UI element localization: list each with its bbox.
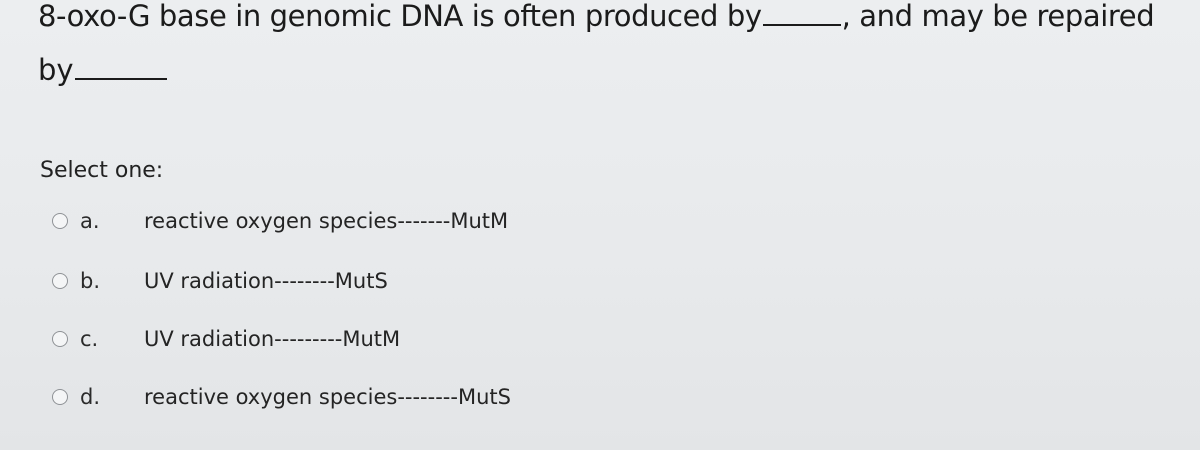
option-b[interactable] — [52, 264, 388, 298]
option-text: reactive oxygen species-------MutM — [144, 209, 509, 233]
radio-button-icon[interactable] — [52, 389, 68, 405]
option-text: UV radiation---------MutM — [144, 327, 401, 351]
option-d[interactable] — [52, 380, 511, 414]
question-text-part-1: 8-oxo-G base in genomic DNA is often produced by — [38, 0, 762, 33]
select-one-label: Select one: — [40, 158, 164, 183]
radio-button-icon[interactable] — [52, 213, 68, 229]
option-text: reactive oxygen species--------MutS — [144, 385, 511, 409]
radio-button-icon[interactable] — [52, 331, 68, 347]
question-line-2 — [38, 53, 168, 87]
option-letter: b. — [80, 269, 101, 293]
question-text-part-3: by — [38, 53, 74, 87]
question-text-part-2: , and may be repaired — [841, 0, 1155, 33]
option-c[interactable] — [52, 322, 400, 356]
question-line-1 — [38, 2, 1154, 31]
radio-button-icon[interactable] — [52, 273, 68, 289]
option-letter: d. — [80, 385, 101, 409]
answer-blank-1 — [763, 23, 841, 26]
option-letter: a. — [80, 209, 100, 233]
option-a[interactable] — [52, 204, 508, 238]
option-letter: c. — [80, 327, 99, 351]
answer-blank-2 — [75, 77, 167, 80]
option-text: UV radiation--------MutS — [144, 269, 388, 293]
